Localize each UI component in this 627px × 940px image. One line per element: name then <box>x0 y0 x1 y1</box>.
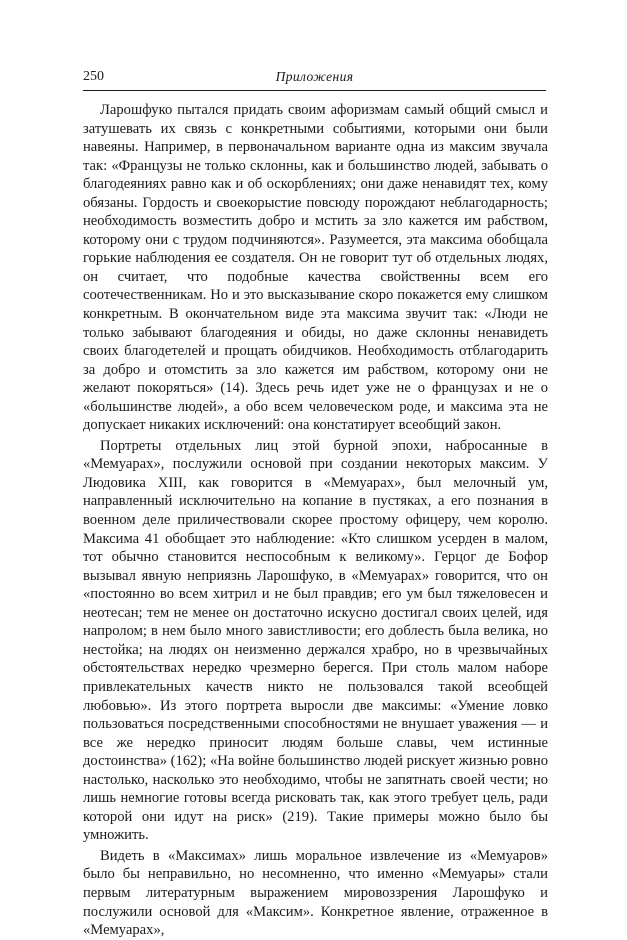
paragraph: Видеть в «Максимах» лишь моральное извлечение из «Мемуаров» было бы неправильно, но несомненно, что именно «Мемуары» стали первым литературным выражением мировоззрения Ларошфуко и послужили основой для «Максим». Конкретное явление, отраженное в «Мемуарах», <box>83 847 548 939</box>
page-number: 250 <box>83 69 104 84</box>
page-body <box>83 101 548 940</box>
paragraph: Ларошфуко пытался придать своим афоризмам самый общий смысл и затушевать их связь с конкретными событиями, которыми они были навеяны. Например, в первоначальном варианте одна из максим звучала так: «Французы не только склонны, как и большинство людей, забывать о благодеяниях равно как и об оскорблениях; они даже ненавидят тех, кому обязаны. Гордость и своекорыстие повсюду порождают неблагодарность; необходимость возместить добро и мстить за зло кажется им рабством, которому они с трудом подчиняются». Разумеется, эта максима обобщала горькие наблюдения ее создателя. Он не говорит тут об отдельных людях, он считает, что подобные качества свойственны всем его соотечественникам. Но и это высказывание скоро покажется ему слишком конкретным. В окончательном виде эта максима звучит так: «Люди не только забывают благодеяния и обиды, но даже склонны ненавидеть своих благодетелей и прощать обидчиков. Необходимость отблагодарить за добро и отомстить за зло кажется им рабством, которому они не желают покоряться» (14). Здесь речь идет уже не о французах и не о «большинстве людей», а обо всем человеческом роде, и максима эта не допускает никаких исключений: она констатирует всеобщий закон. <box>83 102 548 434</box>
header-rule <box>83 90 546 91</box>
paragraph: Портреты отдельных лиц этой бурной эпохи, набросанные в «Мемуарах», послужили основой при создании некоторых максим. У Людовика XIII, как говорится в «Мемуарах», был мелочный ум, направленный исключительно на копание в пустяках, а его познания в военном деле приличествовали скорее простому офицеру, чем королю. Максима 41 обобщает это наблюдение: «Кто слишком усерден в малом, тот обычно становится неспособным к великому». Герцог де Бофор вызывал явную неприязнь Ларошфуко, в «Мемуарах» говорится, что он «постоянно во всем хитрил и не был правдив; его ум был тяжеловесен и неотесан; тем не менее он достаточно искусно достигал своих целей, идя напролом; в нем было много завистливости; его доблесть была велика, но нестойка; на людях он неизменно держался храбро, но в чрезвычайных обстоятельствах нередко чрезмерно берегся. При столь малом наборе привлекательных качеств никто не пользовался такой всеобщей любовью». Из этого портрета выросли две максимы: «Умение ловко пользоваться посредственными способностями не внушает уважения — и все же нередко приносит людям больше славы, чем истинные достоинства» (162); «На войне большинство людей рискует жизнью ровно настолько, насколько это необходимо, чтобы не запятнать своей чести; но лишь немногие готовы всегда рисковать так, как этого требует цель, ради которой они идут на риск» (219). Такие примеры можно было бы умножить. <box>83 437 548 844</box>
page-header <box>83 69 546 89</box>
running-head: Приложения <box>275 69 354 84</box>
